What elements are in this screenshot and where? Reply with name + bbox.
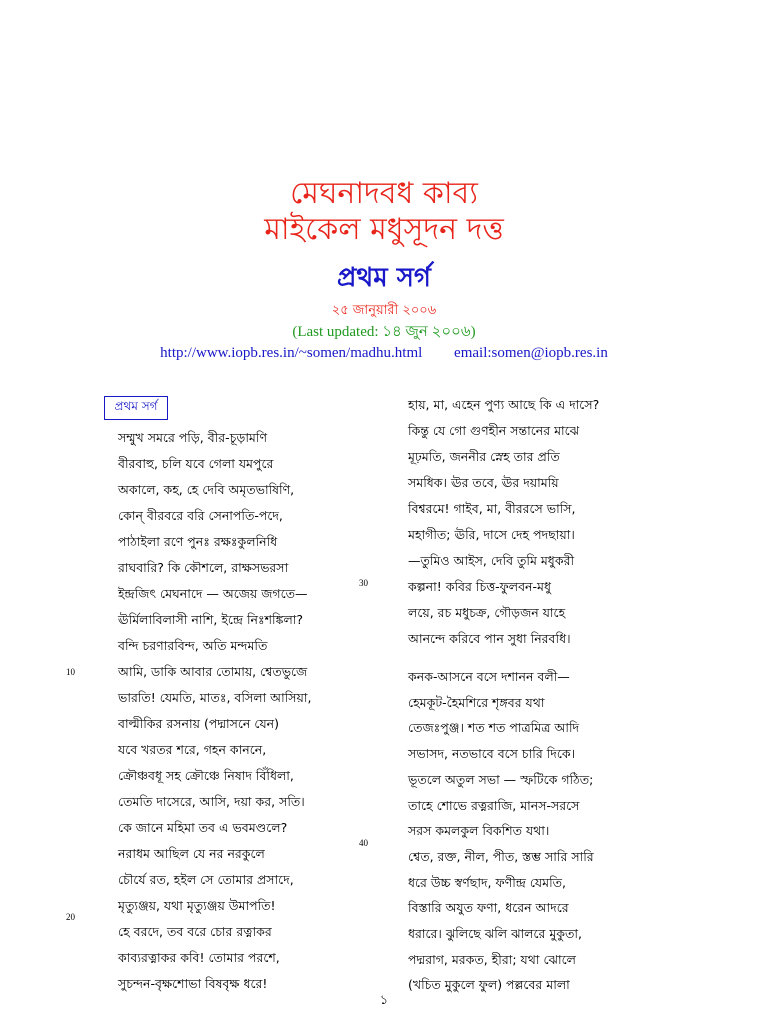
verse-line: ইন্দ্রজিৎ মেঘনাদে — অজেয় জগতে— xyxy=(118,586,308,601)
verse-line: আমি, ডাকি আবার তোমায়, শ্বেতভুজে xyxy=(118,664,308,679)
verse-line: হায়, মা, এহেন পুণ্য আছে কি এ দাসে? xyxy=(408,397,600,412)
verse-line: মহাগীত; ঊরি, দাসে দেহ পদছায়া। xyxy=(408,527,575,542)
page-number: ১ xyxy=(379,993,389,1008)
verse-line: কনক-আসনে বসে দশানন বলী— xyxy=(408,669,570,684)
contact-links xyxy=(0,343,768,363)
verse-line: কে জানে মহিমা তব এ ভবমণ্ডলে? xyxy=(118,820,288,835)
email-link[interactable]: email:somen@iopb.res.in xyxy=(454,345,608,361)
verse-line: হেমকূট-হৈমশিরে শৃঙ্গবর যথা xyxy=(408,694,545,710)
verse-line: মৃত্যুঞ্জয়, যথা মৃত্যুঞ্জয় উমাপতি! xyxy=(118,898,276,913)
verse-line: ভূতলে অতুল সভা — স্ফটিকে গঠিত; xyxy=(408,771,594,787)
verse-line: সরস কমলকুল বিকশিত যথা। xyxy=(408,823,550,839)
verse-line: —তুমিও আইস, দেবি তুমি মধুকরী xyxy=(408,553,575,568)
verse-line: ধরে উচ্চ স্বর্ণছাদ, ফণীন্দ্র যেমতি, xyxy=(408,874,566,890)
verse-line: সুচন্দন-বৃক্ষশোভা বিষবৃক্ষ ধরে! xyxy=(118,976,268,991)
verse-line: পদ্মরাগ, মরকত, হীরা; যথা ঝোলে xyxy=(408,951,576,967)
verse-line: কোন্‌ বীরবরে বরি সেনাপতি-পদে, xyxy=(118,508,283,523)
verse-line: ভারতি! যেমতি, মাতঃ, বসিলা আসিয়া, xyxy=(118,690,312,705)
verse-line: তেমতি দাসেরে, আসি, দয়া কর, সতি। xyxy=(118,794,305,809)
line-number-30: 30 xyxy=(359,578,368,588)
verse-line: ধরারে। ঝুলিছে ঝলি ঝালরে মুকুতা, xyxy=(408,926,583,941)
verse-line: সম্মুখ সমরে পড়ি, বীর-চূড়ামণি xyxy=(118,430,268,445)
verse-line: তেজঃপুঞ্জ। শত শত পাত্রমিত্র আদি xyxy=(408,720,580,736)
verse-line: ঊর্মিলাবিলাসী নাশি, ইন্দ্রে নিঃশঙ্কিলা? xyxy=(118,612,304,627)
verse-line: শ্বেত, রক্ত, নীল, পীত, স্তম্ভ সারি সারি xyxy=(408,848,594,864)
verse-line: লয়ে, রচ মধুচক্র, গৌড়জন যাহে xyxy=(408,605,566,620)
verse-line: মূঢ়মতি, জননীর স্নেহ তার প্রতি xyxy=(408,449,560,464)
verse-line: বীরবাহু, চলি যবে গেলা যমপুরে xyxy=(118,456,274,471)
verse-line: আনন্দে করিবে পান সুধা নিরবধি। xyxy=(408,631,571,646)
verse-line: কাব্যরত্নাকর কবি! তোমার পরশে, xyxy=(118,950,280,965)
verse-line: তাহে শোভে রত্নরাজি, মানস-সরসে xyxy=(408,797,580,813)
poem-author: মাইকেল মধুসূদন দত্ত xyxy=(264,212,504,247)
verse-line: চৌর্যে রত, হইল সে তোমার প্রসাদে, xyxy=(118,872,294,887)
verse-line: ক্রৌঞ্চবধূ সহ ক্রৌঞ্চে নিষাদ বিঁধিলা, xyxy=(118,768,294,783)
verse-line: সমধিক। ঊর তবে, ঊর দয়াময়ি xyxy=(408,475,559,490)
canto-heading: প্রথম সর্গ xyxy=(337,263,431,293)
line-number-10: 10 xyxy=(66,667,75,677)
poem-title: মেঘনাদবধ কাব্য xyxy=(290,176,478,211)
verse-line: কিন্তু যে গো গুণহীন সন্তানের মাঝে xyxy=(408,423,580,438)
canto-box-link[interactable]: প্রথম সর্গ xyxy=(104,396,168,420)
verse-line: বিশ্বরমে! গাইব, মা, বীররসে ভাসি, xyxy=(408,501,576,516)
line-number-40: 40 xyxy=(359,838,368,848)
last-updated-note: (Last updated: ১৪ জুন ২০০৬) xyxy=(292,324,476,340)
line-number-20: 20 xyxy=(66,912,75,922)
homepage-link[interactable]: http://www.iopb.res.in/~somen/madhu.html xyxy=(160,345,423,361)
verse-line: কল্পনা! কবির চিত্ত-ফুলবন-মধু xyxy=(408,579,551,594)
verse-line: সভাসদ, নতভাবে বসে চারি দিকে। xyxy=(408,746,576,762)
verse-line: হে বরদে, তব বরে চোর রত্নাকর xyxy=(118,924,272,939)
verse-line: নরাধম আছিল যে নর নরকুলে xyxy=(118,846,265,861)
verse-line: (খচিত মুকুলে ফুল) পল্লবের মালা xyxy=(408,977,570,993)
verse-line: অকালে, কহ, হে দেবি অমৃতভাষিণি, xyxy=(118,482,295,497)
verse-line: বন্দি চরণারবিন্দ, অতি মন্দমতি xyxy=(118,638,268,653)
verse-line: পাঠাইলা রণে পুনঃ রক্ষঃকুলনিধি xyxy=(118,534,278,549)
verse-line: রাঘবারি? কি কৌশলে, রাক্ষসভরসা xyxy=(118,560,289,575)
verse-line: বাল্মীকির রসনায় (পদ্মাসনে যেন) xyxy=(118,716,279,731)
verse-line: যবে খরতর শরে, গহন কাননে, xyxy=(118,742,267,757)
publication-date: ২৫ জানুয়ারী ২০০৬ xyxy=(331,303,437,318)
verse-line: বিস্তারি অযুত ফণা, ধরেন আদরে xyxy=(408,900,569,916)
